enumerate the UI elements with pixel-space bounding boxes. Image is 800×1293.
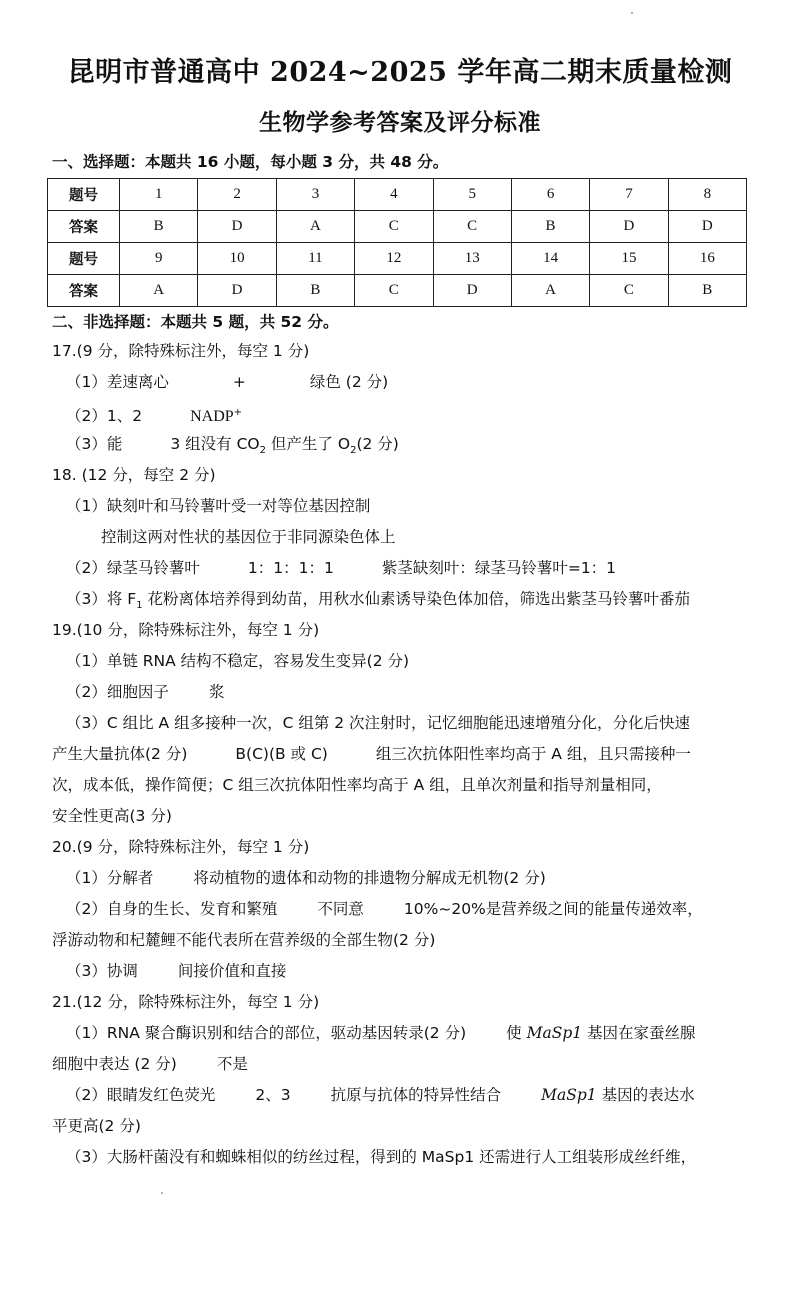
answer-text: 产生大量抗体(2 分) bbox=[52, 745, 188, 763]
answer-text: + bbox=[232, 373, 246, 391]
answer-text: （2）细胞因子 bbox=[66, 683, 169, 701]
answer-text: （2）眼睛发红色荧光 bbox=[66, 1086, 216, 1104]
answer-text: 1：1：1：1 bbox=[247, 559, 334, 577]
table-cell: D bbox=[433, 275, 511, 307]
answer-text: NADP bbox=[190, 408, 234, 426]
answer-text: 2、3 bbox=[255, 1086, 291, 1104]
table-cell: 1 bbox=[120, 179, 198, 211]
q19-answer-3-cont bbox=[52, 744, 746, 764]
table-cell: 4 bbox=[355, 179, 433, 211]
answer-text: 不是 bbox=[216, 1055, 248, 1073]
answer-text: 将动植物的遗体和动物的排遗物分解成无机物(2 分) bbox=[193, 869, 546, 887]
q21-answer-1-cont bbox=[52, 1054, 746, 1074]
table-cell: B bbox=[511, 211, 589, 243]
answer-text: B(C)(B 或 C) bbox=[235, 745, 328, 763]
answer-text: 10%~20%是营养级之间的能量传递效率， bbox=[403, 900, 703, 918]
table-cell: 5 bbox=[433, 179, 511, 211]
answer-text: 使 bbox=[506, 1024, 527, 1042]
table-header-cell: 答案 bbox=[48, 211, 120, 243]
answer-text: 基因的表达水 bbox=[596, 1086, 695, 1104]
answer-text: 基因在家蚕丝腺 bbox=[582, 1024, 696, 1042]
q21-answer-2 bbox=[66, 1085, 746, 1105]
answer-table bbox=[47, 178, 747, 307]
answer-text: 组三次抗体阳性率均高于 A 组，且只需接种一 bbox=[375, 745, 691, 763]
answer-text: 绿色 (2 分) bbox=[309, 373, 389, 391]
table-cell: B bbox=[668, 275, 746, 307]
q20-answer-2-cont: 浮游动物和杞麓鲤不能代表所在营养级的全部生物(2 分) bbox=[52, 931, 436, 949]
table-header-cell: 答案 bbox=[48, 275, 120, 307]
section-2-heading: 二、非选择题：本题共 5 题，共 52 分。 bbox=[52, 313, 339, 331]
q19-heading: 19.(10 分，除特殊标注外，每空 1 分) bbox=[52, 621, 320, 639]
table-cell: 15 bbox=[590, 243, 668, 275]
table-cell: 11 bbox=[276, 243, 354, 275]
table-cell: 6 bbox=[511, 179, 589, 211]
table-cell: 12 bbox=[355, 243, 433, 275]
answer-text: （2）1、2 bbox=[66, 407, 143, 426]
q19-answer-1: （1）单链 RNA 结构不稳定，容易发生变异(2 分) bbox=[66, 652, 410, 670]
table-row bbox=[48, 243, 747, 275]
answer-text: (2 分) bbox=[356, 435, 399, 453]
q19-answer-3: （3）C 组比 A 组多接种一次，C 组第 2 次注射时，记忆细胞能迅速增殖分化，分化后快速 bbox=[66, 714, 691, 732]
gene-name: MaSp1 bbox=[526, 1024, 583, 1042]
answer-text: （1）差速离心 bbox=[66, 373, 169, 391]
table-row bbox=[48, 211, 747, 243]
q17-answer-2 bbox=[66, 403, 746, 427]
answer-text: （3）协调 bbox=[66, 962, 138, 980]
scan-speck bbox=[161, 1192, 163, 1194]
table-cell: 2 bbox=[198, 179, 276, 211]
answer-text: 抗原与抗体的特异性结合 bbox=[330, 1086, 502, 1104]
table-cell: C bbox=[355, 211, 433, 243]
table-cell: A bbox=[276, 211, 354, 243]
q18-answer-2 bbox=[66, 558, 746, 578]
table-cell: C bbox=[355, 275, 433, 307]
q21-answer-3: （3）大肠杆菌没有和蜘蛛相似的纺丝过程，得到的 MaSp1 还需进行人工组装形成丝纤维， bbox=[66, 1148, 697, 1166]
answer-text: （1）分解者 bbox=[66, 869, 154, 887]
answer-text: 紫茎缺刻叶：绿茎马铃薯叶=1：1 bbox=[381, 559, 617, 577]
page-subtitle: 生物学参考答案及评分标准 bbox=[259, 109, 541, 136]
table-cell: 3 bbox=[276, 179, 354, 211]
subscript: 2 bbox=[259, 445, 266, 457]
table-header-cell: 题号 bbox=[48, 243, 120, 275]
table-cell: 7 bbox=[590, 179, 668, 211]
gene-name: MaSp1 bbox=[541, 1086, 597, 1104]
answer-text: 间接价值和直接 bbox=[177, 962, 287, 980]
answer-text: 细胞中表达 (2 分) bbox=[52, 1055, 177, 1073]
q19-answer-3-cont3: 安全性更高(3 分) bbox=[52, 807, 172, 825]
table-row bbox=[48, 275, 747, 307]
answer-text: （1）RNA 聚合酶识别和结合的部位，驱动基因转录(2 分) bbox=[66, 1024, 467, 1042]
q21-heading: 21.(12 分，除特殊标注外，每空 1 分) bbox=[52, 993, 320, 1011]
answer-text: （2）自身的生长、发育和繁殖 bbox=[66, 900, 278, 918]
table-cell: C bbox=[590, 275, 668, 307]
answer-text: （3）能 bbox=[66, 435, 123, 453]
table-cell: B bbox=[276, 275, 354, 307]
table-cell: A bbox=[511, 275, 589, 307]
page-title: 昆明市普通高中 2024~2025 学年高二期末质量检测 bbox=[67, 57, 733, 88]
answer-text: 3 组没有 CO bbox=[170, 435, 260, 453]
scan-speck bbox=[631, 12, 633, 14]
table-cell: 10 bbox=[198, 243, 276, 275]
answer-text: 浆 bbox=[208, 683, 225, 701]
table-cell: 8 bbox=[668, 179, 746, 211]
subscript: 1 bbox=[136, 600, 143, 612]
answer-text: （3）将 F bbox=[66, 590, 137, 608]
answer-text: 花粉离体培养得到幼苗，用秋水仙素诱导染色体加倍，筛选出紫茎马铃薯叶番茄 bbox=[142, 590, 691, 608]
table-cell: 16 bbox=[668, 243, 746, 275]
q21-answer-1 bbox=[66, 1023, 746, 1043]
q21-answer-2-cont: 平更高(2 分) bbox=[52, 1117, 141, 1135]
table-cell: D bbox=[590, 211, 668, 243]
answer-text: （2）绿茎马铃薯叶 bbox=[66, 559, 200, 577]
q20-heading: 20.(9 分，除特殊标注外，每空 1 分) bbox=[52, 838, 310, 856]
table-cell: D bbox=[668, 211, 746, 243]
table-cell: B bbox=[120, 211, 198, 243]
q19-answer-2 bbox=[66, 682, 746, 702]
table-row bbox=[48, 179, 747, 211]
table-cell: C bbox=[433, 211, 511, 243]
superscript: + bbox=[233, 407, 243, 418]
q17-answer-1 bbox=[66, 372, 746, 392]
q20-answer-2 bbox=[66, 899, 746, 919]
answer-text: 但产生了 O bbox=[266, 435, 351, 453]
q17-heading: 17.(9 分，除特殊标注外，每空 1 分) bbox=[52, 342, 310, 360]
table-cell: 14 bbox=[511, 243, 589, 275]
subscript: 2 bbox=[350, 445, 357, 457]
table-cell: 9 bbox=[120, 243, 198, 275]
table-cell: A bbox=[120, 275, 198, 307]
table-cell: D bbox=[198, 211, 276, 243]
q19-answer-3-cont2: 次，成本低，操作简便；C 组三次抗体阳性率均高于 A 组，且单次剂量和指导剂量相同， bbox=[52, 776, 662, 794]
q20-answer-3 bbox=[66, 961, 746, 981]
q18-answer-1: （1）缺刻叶和马铃薯叶受一对等位基因控制 bbox=[66, 497, 371, 515]
q18-heading: 18. (12 分，每空 2 分) bbox=[52, 466, 216, 484]
section-1-heading: 一、选择题：本题共 16 小题，每小题 3 分，共 48 分。 bbox=[52, 153, 449, 171]
q17-answer-3 bbox=[66, 434, 746, 461]
q18-answer-3 bbox=[66, 589, 746, 616]
q18-answer-1b: 控制这两对性状的基因位于非同源染色体上 bbox=[101, 528, 396, 546]
answer-text: 不同意 bbox=[317, 900, 364, 918]
q20-answer-1 bbox=[66, 868, 746, 888]
table-cell: 13 bbox=[433, 243, 511, 275]
table-cell: D bbox=[198, 275, 276, 307]
table-header-cell: 题号 bbox=[48, 179, 120, 211]
